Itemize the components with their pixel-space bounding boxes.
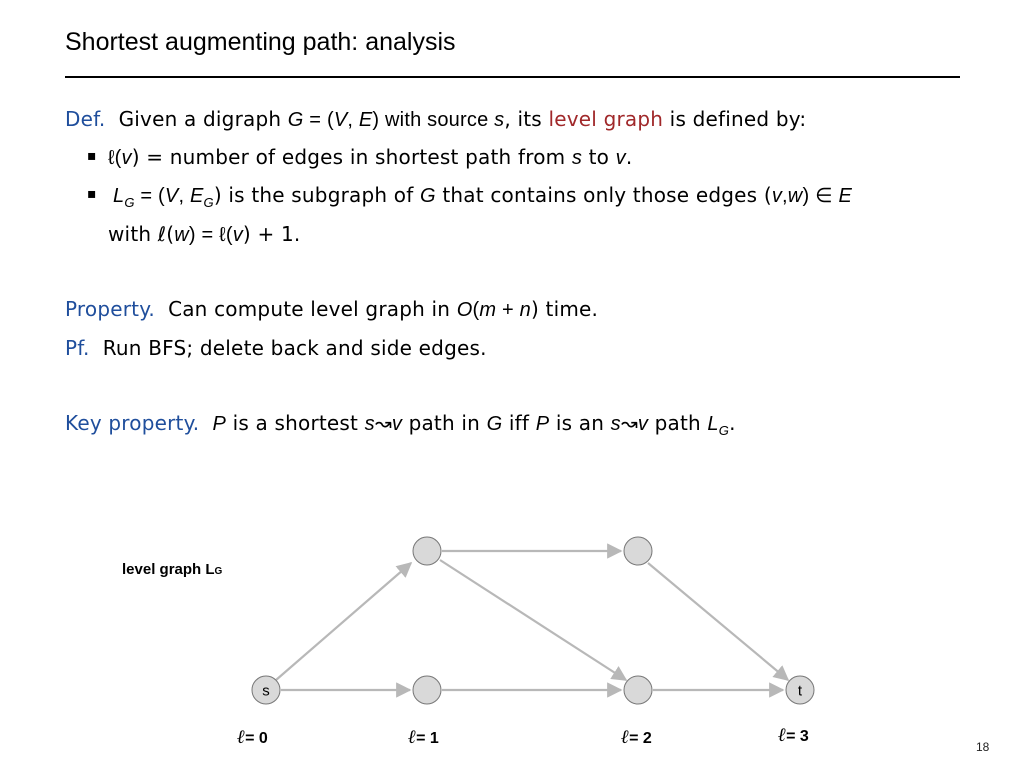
b2-L: L [113, 185, 125, 207]
b2-c: ) is the subgraph of [213, 183, 421, 207]
property-c: + [496, 299, 520, 321]
b2-E-sub: G [203, 195, 214, 210]
def-text-6: is defined by: [663, 107, 807, 131]
def-V: V [333, 109, 348, 131]
key-P2: P [535, 413, 550, 435]
b1-d: . [625, 145, 633, 169]
level-graph-label-text: level graph L [122, 561, 215, 578]
key-c: iff [502, 411, 536, 435]
slide-title: Shortest augmenting path: analysis [65, 28, 456, 56]
def-text-4: ) with source [372, 109, 495, 131]
b2-d: that contains only those edges ( [435, 183, 772, 207]
b2-L-sub: G [124, 195, 135, 210]
key-G: G [486, 413, 503, 435]
key-L-sub: G [718, 423, 730, 438]
b2-v: v [771, 185, 783, 207]
b2-E: E [189, 185, 204, 207]
b2-V: V [164, 185, 179, 207]
node-t-label: t [797, 682, 803, 700]
b2-b: , [178, 185, 190, 207]
level-3-ell: ℓ [778, 724, 787, 746]
def-s: s [494, 109, 505, 131]
level-2-text: = 2 [629, 730, 652, 747]
edge-top1-to-bot2 [440, 560, 626, 680]
property-O: O [456, 299, 473, 321]
level-graph-label-sub: G [214, 566, 223, 577]
key-P: P [212, 413, 227, 435]
b1-b: ) = number of edges in shortest path from [131, 145, 572, 169]
bullet-marker: ▪ [87, 148, 97, 164]
key-squiggle: ↝ [374, 411, 392, 435]
b2-line2a: with ℓ( [108, 222, 175, 246]
property-n: n [519, 299, 531, 321]
b2-w2: w [174, 224, 189, 246]
page-number: 18 [976, 740, 990, 754]
b2-e: ) ∈ [802, 185, 839, 207]
b2-w: w [787, 185, 803, 207]
def-E: E [358, 109, 373, 131]
b2-v2: v [232, 224, 243, 246]
key-f: . [729, 411, 736, 435]
node-bottom-level-2 [624, 676, 652, 704]
key-squiggle-2: ↝ [620, 411, 638, 435]
key-property-keyword: Key property. [65, 411, 200, 435]
property-a: Can compute level graph in [168, 297, 457, 321]
def-text-3: , [347, 109, 359, 131]
key-d: is an [549, 411, 611, 435]
b2-a: = ( [134, 185, 165, 207]
node-bottom-level-1 [413, 676, 441, 704]
level-label-0 [237, 726, 268, 749]
proof-text: Run BFS; delete back and side edges. [102, 336, 487, 360]
def-G: G [287, 109, 304, 131]
b1-v2: v [615, 147, 626, 169]
b2-comma: , [782, 185, 788, 207]
b1-c: to [582, 145, 616, 169]
level-1-text: = 1 [416, 730, 439, 747]
def-term-level-graph: level graph [548, 107, 664, 131]
property-m: m [479, 299, 497, 321]
key-v: v [391, 413, 403, 435]
node-top-level-2 [624, 537, 652, 565]
level-label-2 [621, 726, 652, 749]
property-b: ( [472, 299, 480, 321]
level-3-text: = 3 [786, 728, 809, 745]
b1-a: ℓ( [108, 147, 122, 169]
edge-top2-to-t [648, 563, 788, 680]
level-label-1 [408, 726, 439, 749]
level-1-ell: ℓ [408, 726, 417, 748]
level-label-3 [778, 724, 809, 747]
b2-line2b: ) = ℓ( [188, 224, 233, 246]
level-0-ell: ℓ [237, 726, 246, 748]
level-0-text: = 0 [245, 730, 268, 747]
key-s2: s [610, 413, 621, 435]
bullet-marker: ▪ [87, 186, 97, 202]
key-a: is a shortest [226, 411, 365, 435]
key-s: s [364, 413, 375, 435]
key-v2: v [637, 413, 649, 435]
def-text-1: Given a digraph [118, 107, 288, 131]
key-b: path in [402, 411, 487, 435]
property-keyword: Property. [65, 297, 155, 321]
b2-G: G [420, 185, 436, 207]
key-e: path [648, 411, 708, 435]
def-text-2: = ( [303, 109, 334, 131]
def-text-5: , its [504, 107, 549, 131]
property-d: ) time. [530, 297, 599, 321]
node-top-level-1 [413, 537, 441, 565]
level-2-ell: ℓ [621, 726, 630, 748]
def-keyword: Def. [65, 107, 106, 131]
node-s-label: s [262, 682, 270, 700]
proof-keyword: Pf. [65, 336, 90, 360]
b1-s: s [571, 147, 583, 169]
key-L: L [707, 413, 719, 435]
edge-s-to-top1 [276, 563, 411, 680]
b2-line2c: ) + 1. [242, 222, 301, 246]
b2-E2: E [838, 185, 852, 207]
b1-v: v [121, 147, 132, 169]
